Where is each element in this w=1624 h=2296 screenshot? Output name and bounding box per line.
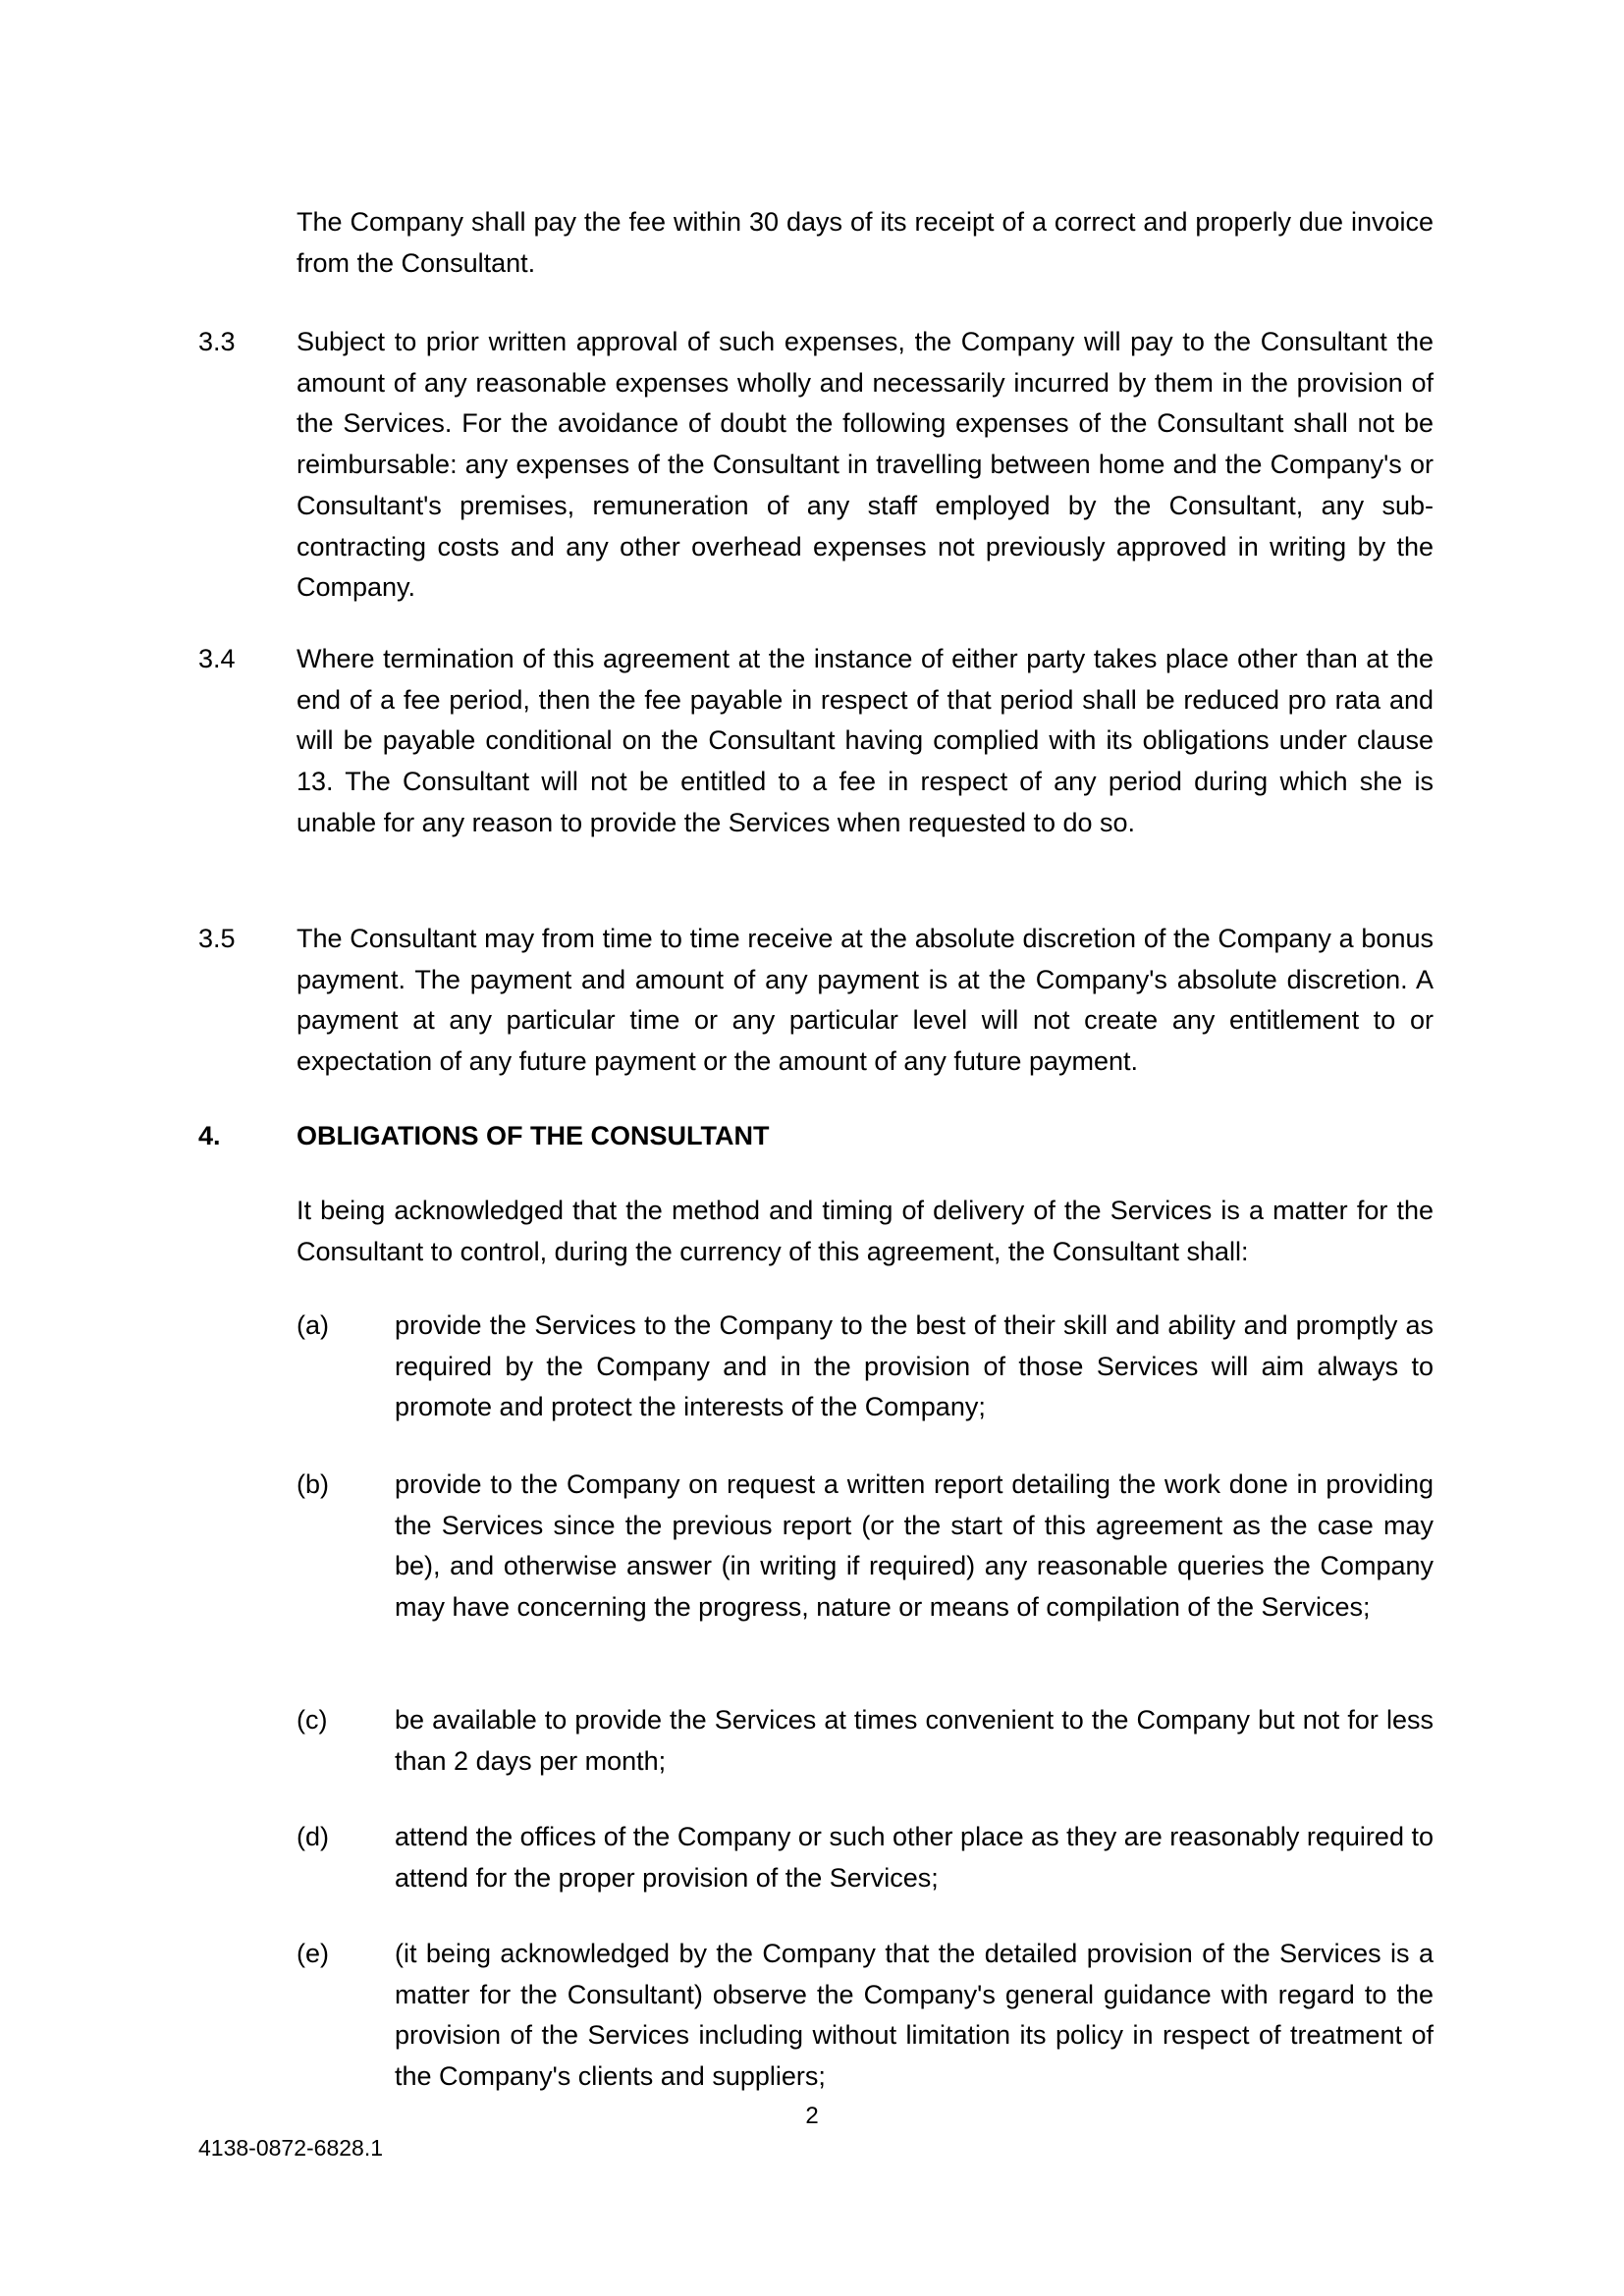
item-a-text: provide the Services to the Company to the best of their skill and ability and promptly as required by the Company and in the provision of those Services will aim always to promote and protect the interests of the Company; (395, 1310, 1434, 1422)
page-number: 2 (805, 2103, 819, 2129)
item-d-label: (d) (297, 1822, 329, 1851)
item-c-text: be available to provide the Services at times convenient to the Company but not for less than 2 days per month; (395, 1705, 1434, 1776)
item-b-label: (b) (297, 1469, 329, 1499)
clause-number-3-5: 3.5 (198, 924, 236, 953)
item-d-text: attend the offices of the Company or such other place as they are reasonably required to attend for the proper provision of the Services; (395, 1822, 1434, 1893)
document-reference: 4138-0872-6828.1 (198, 2135, 383, 2161)
fee-payment-paragraph: The Company shall pay the fee within 30 days of its receipt of a correct and properly due invoice from the Consultant. (297, 207, 1434, 278)
section-4-number: 4. (198, 1121, 221, 1150)
clause-text-3-3: Subject to prior written approval of such expenses, the Company will pay to the Consultant the amount of any reasonable expenses wholly and necessarily incurred by them in the provision of the Services. For the avoidance of doubt the following expenses of the Consultant shall not be reimbursable: any expenses of the Consultant in travelling between home and the Company's or Consultant's premises, remuneration of any staff employed by the Consultant, any sub-contracting costs and any other overhead expenses not previously approved in writing by the Company. (297, 327, 1434, 603)
item-e-text: (it being acknowledged by the Company that the detailed provision of the Services is a matter for the Consultant) observe the Company's general guidance with regard to the provision of the Services including without limitation its policy in respect of treatment of the Company's clients and suppliers; (395, 1939, 1434, 2092)
item-c-label: (c) (297, 1705, 328, 1735)
clause-text-3-4: Where termination of this agreement at the instance of either party takes place other than at the end of a fee period, then the fee payable in respect of that period shall be reduced pro rata and will be payable conditional on the Consultant having complied with its obligations under clause 13. The Consultant will not be entitled to a fee in respect of any period during which she is unable for any reason to provide the Services when requested to do so. (297, 644, 1434, 837)
clause-number-3-3: 3.3 (198, 327, 236, 356)
clause-number-3-4: 3.4 (198, 644, 236, 673)
item-b-text: provide to the Company on request a written report detailing the work done in providing the Services since the previous report (or the start of this agreement as the case may be), and otherwise answer (in writing if required) any reasonable queries the Company may have concerning the progress, nature or means of compilation of the Services; (395, 1469, 1434, 1623)
section-4-intro: It being acknowledged that the method and timing of delivery of the Services is a matter for the Consultant to control, during the currency of this agreement, the Consultant shall: (297, 1196, 1434, 1266)
item-e-label: (e) (297, 1939, 329, 1968)
item-a-label: (a) (297, 1310, 329, 1340)
section-4-heading: OBLIGATIONS OF THE CONSULTANT (297, 1121, 770, 1150)
clause-text-3-5: The Consultant may from time to time receive at the absolute discretion of the Company a bonus payment. The payment and amount of any payment is at the Company's absolute discretion. A payment at any particular time or any particular level will not create any entitlement to or expectation of any future payment or the amount of any future payment. (297, 924, 1434, 1077)
